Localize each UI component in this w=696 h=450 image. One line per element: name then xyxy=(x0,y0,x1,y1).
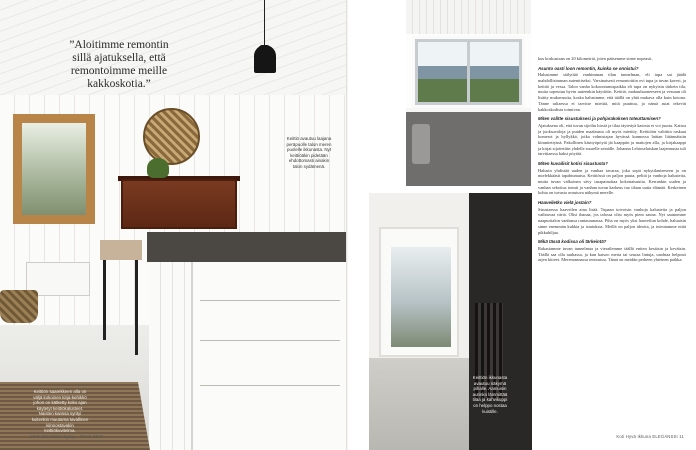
lamp-cord xyxy=(264,0,265,48)
pendant-lamp xyxy=(254,45,276,73)
question-3: Miten kuvailisit kotisi sisustusta? xyxy=(538,161,608,167)
page-folio-left: 10 ELEGANSSI Syksy - TALVI 2019 xyxy=(30,434,104,439)
answer-2: Ajatuksena oli, että tuvan sijoiltu hirsiä ja tilaa täytettyä katosta ei voi juurta. Kattoa ja juoksuvaloja ja puiden maalausta oli myös mietitty. Keittiöön valittiin raskaat komerot ja hyllykkö, jotka valmistajan hyvässä kunnossa lattian liitännäisiin kiinnitettyinä. Pakollinen käsityöpöytä jäi kaappiin ja mattojen alla, ja kirjakaappi ja kirjat sijoitettiin yhdelle suurelle seinälle. Johanna Lehtoselaiskan laajennusta tuli tarvittaessa kaksi pöytää. xyxy=(538,122,686,157)
answer-4: Sisustaessa haaveilen aina lisää. Tupaan toivoisin vanhoja kalusteita ja paljon vaihtuvaa väriä. Olisi ihanaa, jos talossa olisi myös pieni sauna. Nyt saunomme naapuritalon vanhassa rantasaunassa. Piha on myös yksi haaveilun kohde, haluaisin sinne enemmän kukkia ja istutuksia. Meillä on paljon ideoita, ja toteutamme niitä pikkuhiljaa. xyxy=(538,206,686,235)
stool-leg xyxy=(103,260,106,340)
drawer-line xyxy=(200,340,340,341)
ceiling-boards xyxy=(406,0,531,34)
caption-floor: Keittiön saarekkeen alla on väljä kokoinen kirja-kehikkö johon on kätketty koko ajan käytetyt keittiökalusteet. Naisten kanssa syntyi kuitenkin muutama tavallinen kiinnostavakin keittiökuvitelma. xyxy=(31,389,89,434)
caption-photo: Keittiön ikkunasta avautuu näkymä pihalle. Aamuisin aurinko lämmittää tilaa ja kahvikuppi on helppo nostaa kuistille. xyxy=(472,375,508,414)
antique-cabinet xyxy=(121,179,237,229)
sea-view-window xyxy=(412,36,525,108)
drawer-line xyxy=(200,300,340,301)
drawer-line xyxy=(200,385,340,386)
sea-view-glass xyxy=(391,247,451,347)
kitchen-window xyxy=(13,114,95,224)
page-folio-right: Koti Hyvä Ikkuna ELEGANSSI 11 xyxy=(616,434,684,439)
caption-window: Keittiö avautuu laajana peräpuolle talon meren puolelle ikkunasta. Nyt keittiöäkin pidetään ehdottomasti ainakin talon sydämenä. xyxy=(286,136,332,169)
window-photo xyxy=(406,0,531,186)
stool-leg xyxy=(135,260,138,355)
question-1: Asunto oasti loon remontin, kuinka se onnistui? xyxy=(538,65,639,71)
question-2: Miten valitte sisustuksesi ja pohjarakoksen toteuttamisen? xyxy=(538,116,661,122)
pull-quote: ”Aloitimme remontin sillä ajatuksella, että remontoimme meille kakkoskotia.” xyxy=(69,39,169,90)
intro-text: kus koskustaan on 20 kilometriä, joten pääsemme sinne nopeasti. xyxy=(538,56,653,61)
article-body xyxy=(538,56,686,438)
island-countertop xyxy=(147,232,348,262)
answer-1: Halusimme säilyttää vanhimman tilan tunnelman, eli tupa sai jäädä mahdollisimman autenttiseksi. Varsinaisesti remontoitiin ovi tupa ja tuvan kaveri, ja keittiö ja vessa. Talon vanha kokoontumispaikka eli tupa on nykyisin tärkein tila, mutta sopeutuu hyvin uuteenkin käyttöön. Keittiö, makuuhuoneeseen ja vessaan oli lisätty mukavuutta, koska halusimme, että täällä on yhtä mukava olla kuin kotona. Tänne tultaessa ei tarvitse miettiä, mitä puuttuu, ja nämä asiat tekevät kakkoskodista toimivan. xyxy=(538,72,686,112)
answer-5: Rakastamme tuvan tunnelmaa ja vierailemme täällä eniten kesäisin ja keväisin. Täällä saa olla rauhassa, ja kun katsoo merta tai seuraa lintuja, unohtaa helposti arjen kiireet. Merenrannassa rentoutuu. Tämä on meidän perheen yhteinen paikka. xyxy=(538,245,686,263)
question-5: Mikä tässä kodissa oli tärkeintä? xyxy=(538,239,607,245)
question-4: Haaveiletko vielä jostain? xyxy=(538,200,592,206)
answer-3: Halusin yhdistää uuden ja vanhaa tavaraa, joka sopii nykytilanteeseen ja on mielekkäästi tapahtumaisa. Keittiössä on paljon puuta, peltiä ja vanhoja kalusteita, mutta tuvan valkoinen sävy tasapainottaa kokonaisuutta. Kerrankin uuden ja vanhan sekoitus toimii ja vanhan tuvan karkeus tuo tilaan uutta elämää. Keskeinen kohta on tuvasta avautuva näkymä merelle. xyxy=(538,167,686,196)
sink-faucet xyxy=(412,124,430,164)
right-page xyxy=(348,0,696,450)
wicker-basket xyxy=(0,290,38,323)
potted-plant xyxy=(147,158,169,178)
woven-basket-wall xyxy=(143,108,200,165)
island-drawers xyxy=(191,262,348,450)
bar-stool xyxy=(100,240,142,260)
porch-floor xyxy=(369,358,469,450)
